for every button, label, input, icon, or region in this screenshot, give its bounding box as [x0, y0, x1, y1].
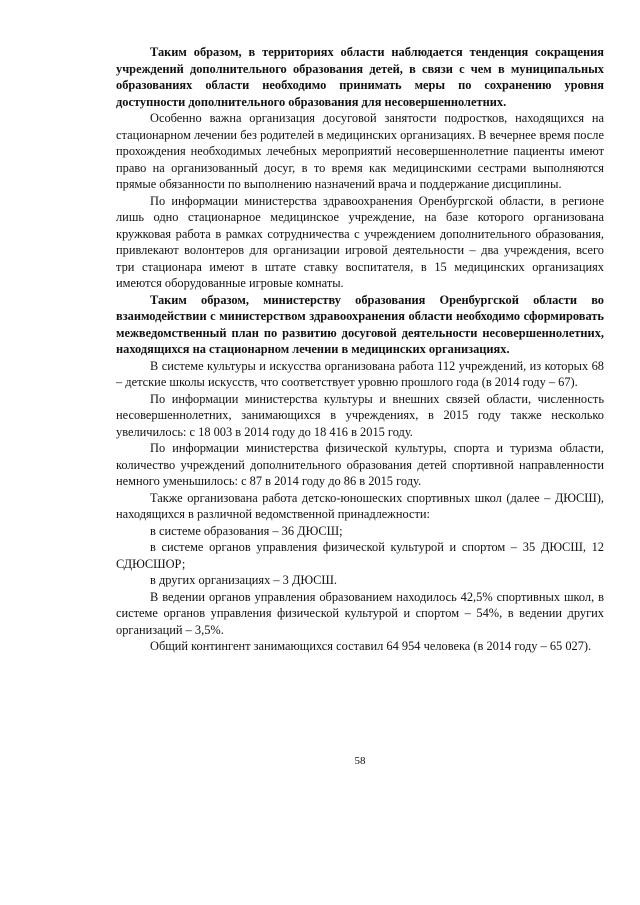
document-page	[116, 44, 604, 767]
paragraph-health-ministry-info: По информации министерства здравоохранения Оренбургской области, в регионе лишь одно стационарное медицинское учреждение, на базе которого организована кружковая работа в рамках сотрудничества с учреждением дополнительного образования, привлекают волонтеров для организации игровой деятельности – два учреждения, всего три стационара имеют в штате ставку воспитателя, в 15 медицинских организациях имеются оборудованные игровые комнаты.	[116, 193, 604, 290]
paragraph-total-enrollment: Общий контингент занимающихся составил 64 954 человека (в 2014 году – 65 027).	[150, 639, 592, 653]
paragraph-sport-schools: Также организована работа детско-юношеских спортивных школ (далее – ДЮСШ), находящихся в различной ведомственной принадлежности:	[116, 490, 604, 521]
paragraph-leisure-hospital: Особенно важна организация досуговой занятости подростков, находящихся на стационарном лечении без родителей в медицинских организациях. В вечернее время после прохождения необходимых лечебных мероприятий несовершеннолетние пациенты имеют право на организованный досуг, в то время как медицинскими сестрами выполняются прямые обязанности по выполнению назначений врача и поддержание дисциплины.	[116, 111, 604, 191]
paragraph-sport-schools-shares: В ведении органов управления образованием находилось 42,5% спортивных школ, в системе органов управления физической культурой и спортом – 54%, в ведении других организаций – 3,5%.	[116, 589, 604, 637]
list-item-sport-authorities: в системе органов управления физической культурой и спортом – 35 ДЮСШ, 12 СДЮСШОР;	[116, 540, 604, 571]
paragraph-conclusion-interagency-plan: Таким образом, министерству образования Оренбургской области во взаимодействии с министерством здравоохранения области необходимо сформировать межведомственный план по развитию досуговой деятельности несовершеннолетних, находящихся на стационарном лечении в медицинских организациях.	[116, 292, 604, 356]
page-number: 58	[354, 755, 366, 767]
paragraph-culture-ministry-info: По информации министерства культуры и внешних связей области, численность несовершеннолетних, занимающихся в учреждениях, в 2015 году также несколько увеличилось: с 18 003 в 2014 году до 18 416 в 2015 году.	[116, 391, 604, 439]
list-item-other-organizations: в других организациях – 3 ДЮСШ.	[150, 573, 338, 587]
list-item-education: в системе образования – 36 ДЮСШ;	[150, 523, 343, 538]
paragraph-sport-ministry-info: По информации министерства физической культуры, спорта и туризма области, количество учреждений дополнительного образования детей спортивной направленности немного уменьшилось: с 87 в 2014 году до 86 в 2015 году.	[116, 441, 604, 488]
paragraph-conclusion-reduction: Таким образом, в территориях области наблюдается тенденция сокращения учреждений дополнительного образования детей, в связи с чем в муниципальных образованиях области необходимо принимать меры по сохранению уровня доступности дополнительного образования для несовершеннолетних.	[116, 45, 604, 109]
paragraph-culture-system: В системе культуры и искусства организована работа 112 учреждений, из которых 68 – детские школы искусств, что соответствует уровню прошлого года (в 2014 году – 67).	[116, 358, 604, 389]
